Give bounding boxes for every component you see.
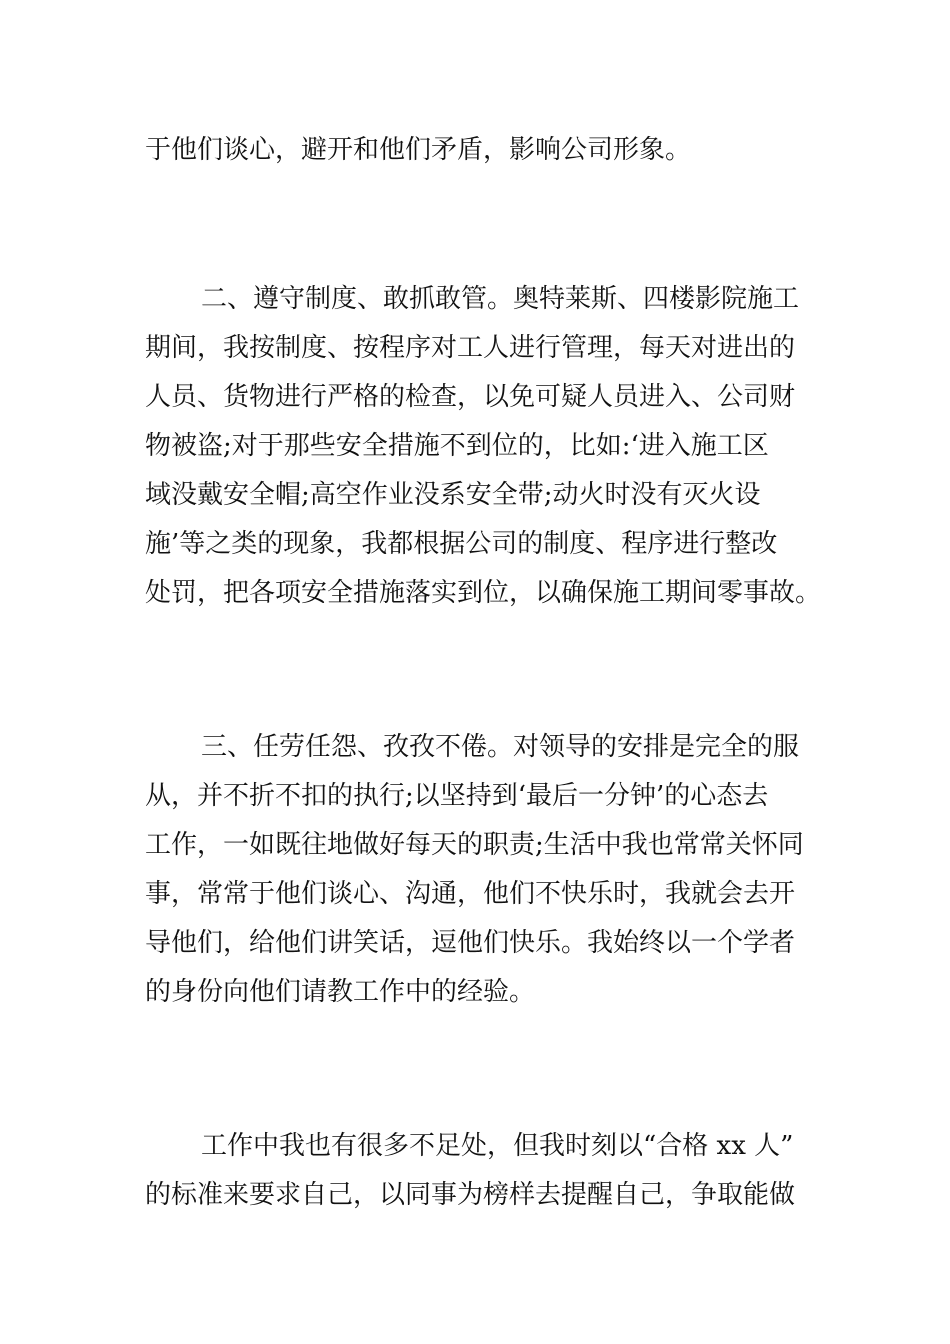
text-line: 期间，我按制度、按程序对工人进行管理，每天对进出的 — [145, 333, 796, 363]
text-line: 施’等之类的现象，我都根据公司的制度、程序进行整改 — [145, 529, 778, 559]
paragraph-4 — [145, 1122, 810, 1220]
text-line: 的身份向他们请教工作中的经验。 — [145, 977, 536, 1007]
text-line: 物被盗;对于那些安全措施不到位的，比如:‘进入施工区 — [145, 431, 769, 461]
paragraph-3 — [145, 723, 810, 1017]
text-line: 工作中我也有很多不足处，但我时刻以“合格 xx 人” — [201, 1131, 794, 1161]
text-line: 域没戴安全帽;高空作业没系安全带;动火时没有灭火设 — [145, 480, 761, 510]
text-line: 工作，一如既往地做好每天的职责;生活中我也常常关怀同 — [145, 830, 804, 860]
text-line: 的标准来要求自己，以同事为榜样去提醒自己，争取能做 — [145, 1180, 796, 1210]
paragraph-2 — [145, 275, 822, 618]
text-line: 二、遵守制度、敢抓敢管。奥特莱斯、四楼影院施工 — [201, 284, 800, 314]
text-line: 三、任劳任怨、孜孜不倦。对领导的安排是完全的服 — [201, 732, 800, 762]
text-line: 处罚，把各项安全措施落实到位，以确保施工期间零事故。 — [145, 578, 822, 608]
text-line: 于他们谈心，避开和他们矛盾，影响公司形象。 — [145, 135, 692, 165]
text-line: 人员、货物进行严格的检查，以免可疑人员进入、公司财 — [145, 382, 796, 412]
text-line: 从，并不折不扣的执行;以坚持到‘最后一分钟’的心态去 — [145, 781, 769, 811]
text-line: 导他们，给他们讲笑话，逗他们快乐。我始终以一个学者 — [145, 928, 796, 958]
paragraph-1 — [145, 126, 810, 175]
text-line: 事，常常于他们谈心、沟通，他们不快乐时，我就会去开 — [145, 879, 796, 909]
